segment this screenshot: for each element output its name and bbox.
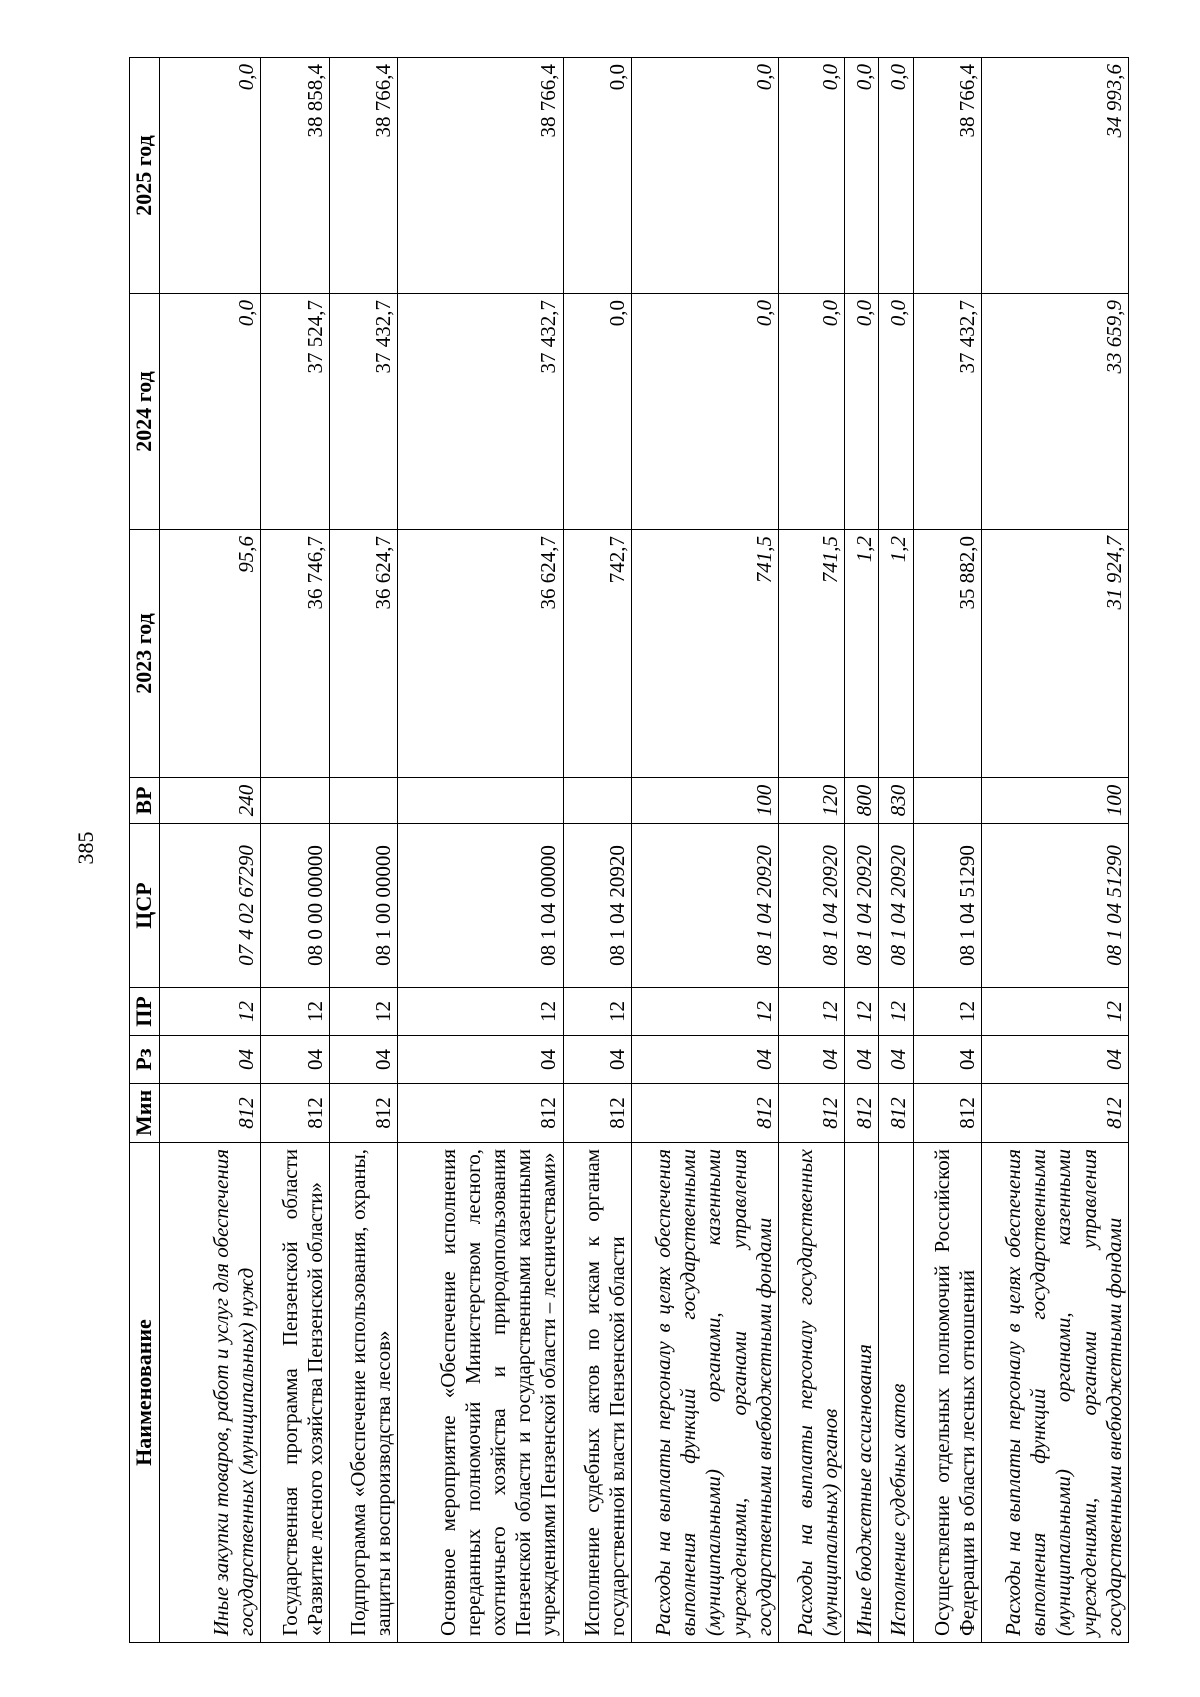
- table-row: [779, 58, 845, 1643]
- row-2024: 37 432,7: [913, 294, 981, 530]
- row-vr: [329, 778, 397, 824]
- table-row: [879, 58, 913, 1643]
- row-2024: 37 432,7: [398, 294, 563, 530]
- header-vr: ВР: [130, 778, 160, 824]
- row-2024: 33 659,9: [981, 294, 1128, 530]
- row-csr: 08 1 04 00000: [398, 824, 563, 988]
- row-csr: 08 1 04 51290: [913, 824, 981, 988]
- row-csr: 08 0 00 00000: [261, 824, 329, 988]
- row-2023: 35 882,0: [913, 530, 981, 778]
- table-row: [981, 58, 1128, 1643]
- row-2025: 0,0: [879, 58, 913, 294]
- header-min: Мин: [130, 1084, 160, 1143]
- row-min: 812: [563, 1084, 631, 1143]
- row-2023: 36 624,7: [329, 530, 397, 778]
- row-pr: 12: [261, 988, 329, 1036]
- row-2024: 37 524,7: [261, 294, 329, 530]
- row-2025: 0,0: [845, 58, 879, 294]
- row-2025: 0,0: [160, 58, 261, 294]
- row-name: Исполнение судебных актов по искам к органам государственной власти Пензенской области: [563, 1143, 631, 1643]
- row-rz: 04: [779, 1036, 845, 1084]
- rotated-page-content: [129, 58, 1129, 1643]
- row-min: 812: [160, 1084, 261, 1143]
- row-name: Иные бюджетные ассигнования: [845, 1143, 879, 1643]
- budget-table: [129, 57, 1129, 1643]
- row-pr: 12: [160, 988, 261, 1036]
- row-pr: 12: [563, 988, 631, 1036]
- row-min: 812: [879, 1084, 913, 1143]
- row-rz: 04: [563, 1036, 631, 1084]
- row-csr: 08 1 00 00000: [329, 824, 397, 988]
- row-2025: 38 766,4: [398, 58, 563, 294]
- row-name: Основное мероприятие «Обеспечение исполнения переданных полномочий Министерством лесного, охотничьего хозяйства и природопользования Пензенской области и государственными казенными учреждениями Пензенской области – лесничествами»: [398, 1143, 563, 1643]
- row-min: 812: [398, 1084, 563, 1143]
- row-rz: 04: [913, 1036, 981, 1084]
- row-2025: 0,0: [563, 58, 631, 294]
- row-vr: [913, 778, 981, 824]
- row-vr: 800: [845, 778, 879, 824]
- row-2025: 0,0: [779, 58, 845, 294]
- row-name: Осуществление отдельных полномочий Российской Федерации в области лесных отношений: [913, 1143, 981, 1643]
- row-rz: 04: [632, 1036, 779, 1084]
- row-2023: 741,5: [779, 530, 845, 778]
- row-2023: 95,6: [160, 530, 261, 778]
- table-row: [398, 58, 563, 1643]
- row-min: 812: [845, 1084, 879, 1143]
- row-2024: 0,0: [845, 294, 879, 530]
- row-min: 812: [329, 1084, 397, 1143]
- row-rz: 04: [845, 1036, 879, 1084]
- table-row: [329, 58, 397, 1643]
- table-row: [563, 58, 631, 1643]
- header-name: Наименование: [130, 1143, 160, 1643]
- row-2023: 741,5: [632, 530, 779, 778]
- row-rz: 04: [879, 1036, 913, 1084]
- row-rz: 04: [160, 1036, 261, 1084]
- table-row: [261, 58, 329, 1643]
- row-csr: 08 1 04 20920: [563, 824, 631, 988]
- row-vr: 120: [779, 778, 845, 824]
- header-2024: 2024 год: [130, 294, 160, 530]
- row-csr: 07 4 02 67290: [160, 824, 261, 988]
- row-2024: 0,0: [632, 294, 779, 530]
- row-2023: 36 624,7: [398, 530, 563, 778]
- row-2025: 38 766,4: [913, 58, 981, 294]
- row-vr: [398, 778, 563, 824]
- row-csr: 08 1 04 20920: [845, 824, 879, 988]
- row-2023: 36 746,7: [261, 530, 329, 778]
- row-csr: 08 1 04 20920: [632, 824, 779, 988]
- row-pr: 12: [845, 988, 879, 1036]
- row-csr: 08 1 04 20920: [879, 824, 913, 988]
- row-2025: 38 766,4: [329, 58, 397, 294]
- row-min: 812: [913, 1084, 981, 1143]
- row-2025: 34 993,6: [981, 58, 1128, 294]
- row-name: Расходы на выплаты персоналу в целях обеспечения выполнения функций государственными (муниципальными) органами, казенными учреждениями, органами управления государственными внебюджетными фондами: [981, 1143, 1128, 1643]
- row-vr: 100: [981, 778, 1128, 824]
- row-2024: 0,0: [779, 294, 845, 530]
- row-2023: 31 924,7: [981, 530, 1128, 778]
- table-header-row: [130, 58, 160, 1643]
- row-rz: 04: [329, 1036, 397, 1084]
- row-name: Расходы на выплаты персоналу в целях обеспечения выполнения функций государственными (муниципальными) органами, казенными учреждениями, органами управления государственными внебюджетными фондами: [632, 1143, 779, 1643]
- row-name: Иные закупки товаров, работ и услуг для обеспечения государственных (муниципальных) нужд: [160, 1143, 261, 1643]
- row-2024: 0,0: [160, 294, 261, 530]
- page-number: 385: [73, 831, 98, 865]
- row-2025: 38 858,4: [261, 58, 329, 294]
- header-2025: 2025 год: [130, 58, 160, 294]
- table-row: [160, 58, 261, 1643]
- row-csr: 08 1 04 20920: [779, 824, 845, 988]
- row-name: Исполнение судебных актов: [879, 1143, 913, 1643]
- table-row: [913, 58, 981, 1643]
- row-pr: 12: [632, 988, 779, 1036]
- row-name: Расходы на выплаты персоналу государственных (муниципальных) органов: [779, 1143, 845, 1643]
- row-pr: 12: [913, 988, 981, 1036]
- row-pr: 12: [398, 988, 563, 1036]
- row-rz: 04: [398, 1036, 563, 1084]
- table-row: [632, 58, 779, 1643]
- row-pr: 12: [779, 988, 845, 1036]
- header-rz: Рз: [130, 1036, 160, 1084]
- row-vr: 830: [879, 778, 913, 824]
- row-vr: [261, 778, 329, 824]
- row-min: 812: [981, 1084, 1128, 1143]
- row-2024: 0,0: [879, 294, 913, 530]
- row-vr: [563, 778, 631, 824]
- row-name: Подпрограмма «Обеспечение использования, охраны, защиты и воспроизводства лесов»: [329, 1143, 397, 1643]
- row-2024: 0,0: [563, 294, 631, 530]
- row-2025: 0,0: [632, 58, 779, 294]
- row-csr: 08 1 04 51290: [981, 824, 1128, 988]
- row-pr: 12: [981, 988, 1128, 1036]
- table-row: [845, 58, 879, 1643]
- row-vr: 100: [632, 778, 779, 824]
- row-min: 812: [261, 1084, 329, 1143]
- row-2024: 37 432,7: [329, 294, 397, 530]
- header-csr: ЦСР: [130, 824, 160, 988]
- row-2023: 742,7: [563, 530, 631, 778]
- header-pr: ПР: [130, 988, 160, 1036]
- row-pr: 12: [879, 988, 913, 1036]
- row-name: Государственная программа Пензенской области «Развитие лесного хозяйства Пензенской области»: [261, 1143, 329, 1643]
- header-2023: 2023 год: [130, 530, 160, 778]
- row-min: 812: [779, 1084, 845, 1143]
- row-min: 812: [632, 1084, 779, 1143]
- row-rz: 04: [981, 1036, 1128, 1084]
- row-rz: 04: [261, 1036, 329, 1084]
- row-pr: 12: [329, 988, 397, 1036]
- row-vr: 240: [160, 778, 261, 824]
- row-2023: 1,2: [879, 530, 913, 778]
- row-2023: 1,2: [845, 530, 879, 778]
